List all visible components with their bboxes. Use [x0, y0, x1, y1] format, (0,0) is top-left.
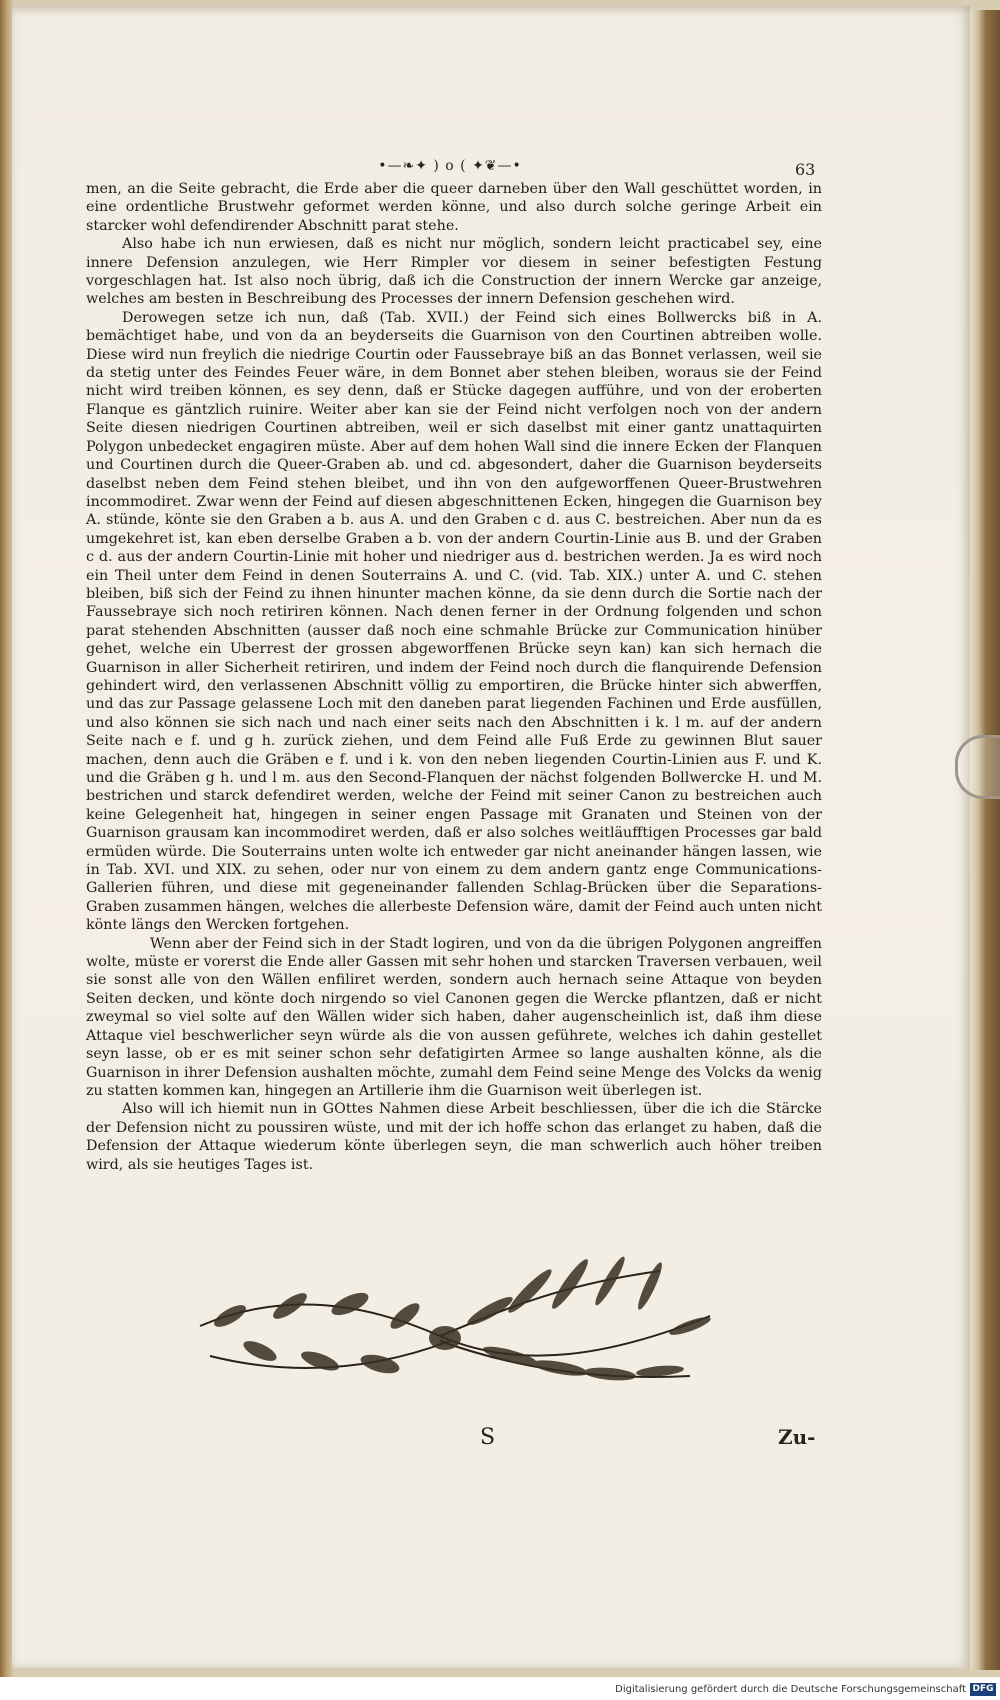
dfg-logo: DFG — [970, 1683, 996, 1696]
paragraph-3: Derowegen setze ich nun, daß (Tab. XVII.) der Feind sich eines Bollwercks biß in A. bemächtiget habe, und von da an beyderseits die Guarnison von den Courtinen abtreiben wolle. Diese wird nun freylich die niedrige Courtin oder Faussebraye biß an das Bonnet verlassen, weil sie da stetig unter des Feindes Feuer wäre, in dem Bonnet aber stehen bleiben, woraus sie der Feind nicht wird treiben können, es sey denn, daß er Stücke dagegen aufführe, und von der eroberten Flanque es gäntzlich ruinire. Weiter aber kan sie der Feind nicht verfolgen noch von der andern Seite diesen niedrigen Courtinen abtreiben, weil er sich daselbst mit einer gantz unattaquirten Polygon unbedecket engagiren müste. Aber auf dem hohen Wall sind die innere Ecken der Flanquen und Courtinen durch die Queer-Graben ab. und cd. abgesondert, daher die Guarnison beyderseits daselbst neben dem Feind stehen bleibet, und ihn von den aufgeworffenen Queer-Brustwehren incommodiret. Zwar wenn der Feind auf diesen abgeschnittenen Ecken, hingegen die Guarnison bey A. stünde, könte sie den Graben a b. aus A. und den Graben c d. aus C. bestreichen. Aber nun da es umgekehret ist, kan eben derselbe Graben a b. von der andern Courtin-Linie aus B. und der Graben c d. aus der andern Courtin-Linie mit hoher und niedriger aus d. bestrichen werden. Ja es wird noch ein Theil unter dem Feind in denen Souterrains A. und C. (vid. Tab. XIX.) unter A. und C. stehen bleiben, biß sich der Feind zu ihnen hinunter machen könne, da sie denn durch die Sortie nach der Faussebraye sich noch retiriren können. Nach denen ferner in der Ordnung folgenden und schon parat stehenden Abschnitten (ausser daß noch eine schmahle Brücke zur Communication hinüber gehet, welche ein Uberrest der grossen abgeworffenen Brücke seyn kan) kan sich hernach die Guarnison in aller Sicherheit retiriren, und indem der Feind noch durch die flanquirende Defension gehindert wird, den verlassenen Abschnitt völlig zu emportiren, die Brücke hinter sich abwerffen, und das zur Passage gelassene Loch mit den daneben parat liegenden Fachinen und Erde ausfüllen, und also können sie sich nach und nach einer seits nach den Abschnitten i k. l m. auf der andern Seite nach e f. und g h. zurück ziehen, und dem Feind alle Fuß Erde zu gewinnen Blut sauer machen, denn auch die Gräben e f. und i k. von den neben liegenden Courtin-Linien aus F. und K. und die Gräben g h. und l m. aus den Second-Flanquen der nächst folgenden Bollwercke H. und M. bestrichen und starck defendiret werden, welche der Feind mit seiner Canon zu bestreichen auch keine Gelegenheit hat, hingegen in seiner engen Passage mit Granaten und Steinen von der Guarnison grausam kan incommodiret werden, daß er also solches weitläufftigen Processes gar bald ermüden würde. Die Souterrains unten wolte ich entweder gar nicht aneinander hängen lassen, wie in Tab. XVI. und XIX. zu sehen, oder nur von einem zu dem andern gantz enge Communications-Gallerien führen, und diese mit gegeneinander fallenden Schlag-Brücken über die Separations-Graben zusammen hängen, welches die allerbeste Defension wäre, damit der Feind auch unten nicht könte längs den Wercken fortgehen. — [86, 309, 822, 934]
catchword: Zu- — [778, 1425, 816, 1449]
signature-mark: S — [480, 1425, 496, 1450]
bookmark-clip — [955, 735, 1000, 799]
book-edge — [970, 10, 1000, 1670]
paragraph-5: Also will ich hiemit nun in GOttes Nahmen diese Arbeit beschliessen, über die ich die Stärcke der Defension nicht zu poussiren wüste, und mit der ich hoffe schon das erlanget zu haben, daß die Defension der Attaque wiederum könte überlegen seyn, die man schwerlich auch höher treiben wird, als sie heutiges Tages ist. — [86, 1101, 822, 1173]
body-text — [86, 180, 822, 1174]
page-number: 63 — [795, 160, 816, 179]
header-ornament: •—❧✦ ) o ( ✦❦—• — [378, 158, 522, 174]
paragraph-1: men, an die Seite gebracht, die Erde aber die queer darneben über den Wall geschüttet worden, in eine ordentliche Brustwehr geformet werden könne, und also durch solche geringe Arbeit ein starcker wohl defendirender Abschnitt parat stehe. — [86, 181, 822, 234]
paragraph-4: Wenn aber der Feind sich in der Stadt logiren, und von da die übrigen Polygonen angreiffen wolte, müste er vorerst die Ende aller Gassen mit sehr hohen und starcken Traversen verbauen, weil sie sonst alle von den Wällen enfiliret werden, sondern auch hernach seine Attaque von beyden Seiten decken, und könte doch nirgendo so viel Canonen gegen die Wercke pflantzen, daß er nicht zweymal so viel solte auf den Wällen wider sich haben, daher augenscheinlich ist, daß ihm diese Attaque viel beschwerlicher seyn würde als die von aussen geführete, welches ich dahin gestellet seyn lasse, ob er es mit seiner schon sehr defatigirten Armee so lange aushalten könne, als die Guarnison in ihrer Defension aushalten möchte, zumahl dem Feind seine Menge des Volcks da wenig zu statten kommen kan, hingegen an Artillerie ihm die Guarnison weit überlegen ist. — [86, 935, 822, 1099]
foliage-ornament — [190, 1256, 720, 1406]
digitization-credit: Digitalisierung gefördert durch die Deutsche Forschungsgemeinschaft — [615, 1684, 966, 1695]
paragraph-2: Also habe ich nun erwiesen, daß es nicht nur möglich, sondern leicht practicabel sey, eine innere Defension anzulegen, wie Herr Rimpler vor diesem in seiner befestigten Festung vorgeschlagen hat. Ist also noch übrig, daß ich die Construction der innern Wercke gar anzeige, welches am besten in Beschreibung des Processes der innern Defension geschehen wird. — [86, 236, 822, 308]
